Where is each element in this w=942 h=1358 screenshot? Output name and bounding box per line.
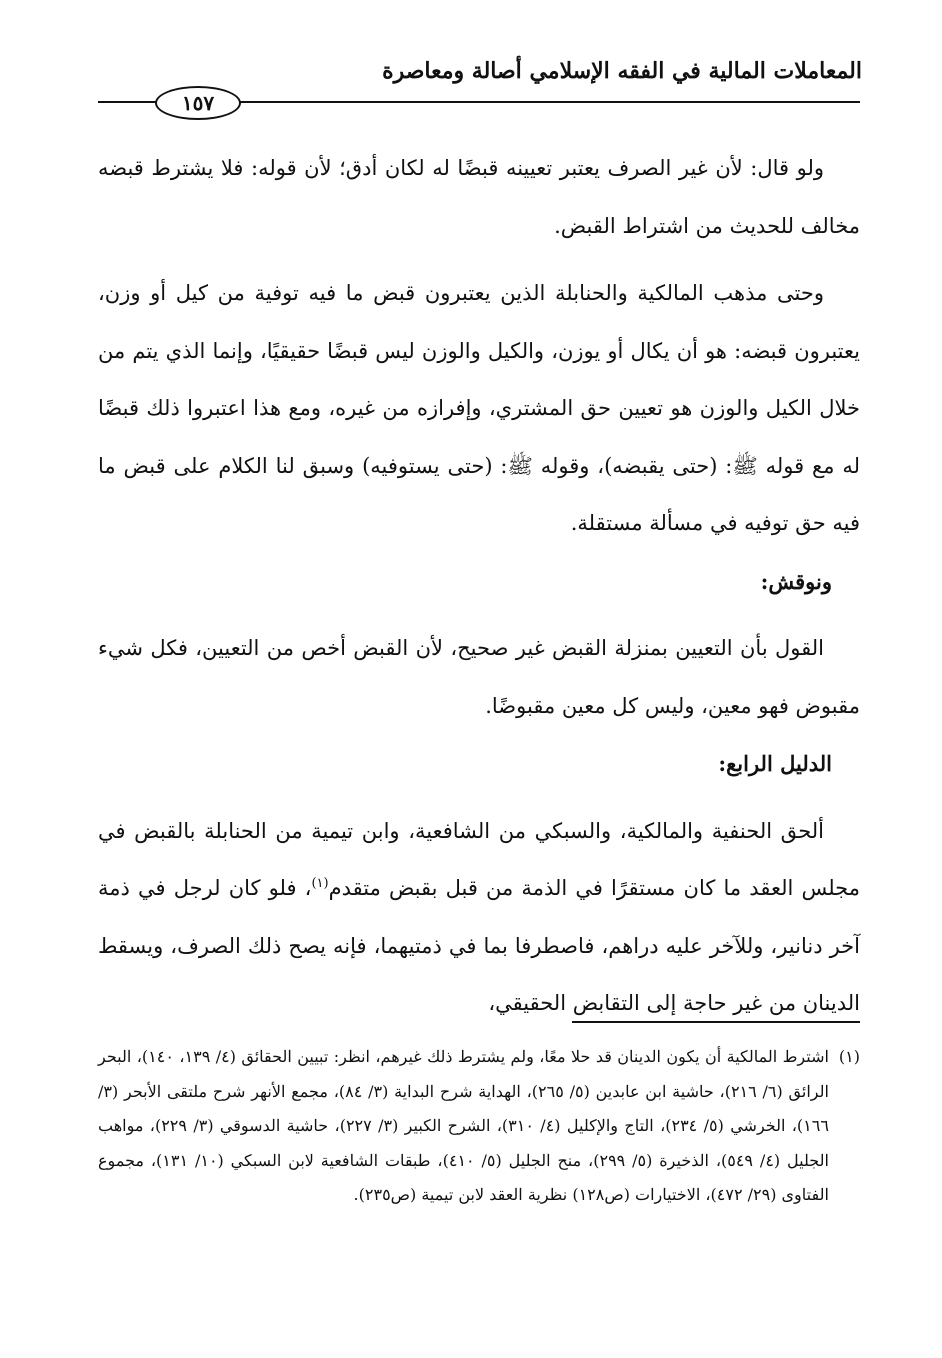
footnote-separator: [572, 1021, 860, 1023]
paragraph: القول بأن التعيين بمنزلة القبض غير صحيح، لأن القبض أخص من التعيين، فكل شيء مقبوض فهو معين، وليس كل معين مقبوضًا.: [98, 636, 860, 718]
paragraph: وحتى مذهب المالكية والحنابلة الذين يعتبرون قبض ما فيه توفية من كيل أو وزن، يعتبرون قبضه: هو أن يكال أو يوزن، والكيل والوزن ليس قبضًا حقيقيًا، وإنما الذي يتم من خلال الكيل والوزن هو تعيين حق المشتري، وإفرازه من غيره، ومع هذا اعتبروا ذلك قبضًا له مع قوله ﷺ: (حتى يقبضه)، وقوله ﷺ: (حتى يستوفيه) وسبق لنا الكلام على قبض ما فيه حق توفيه في مسألة مستقلة.: [98, 281, 860, 535]
page-number-badge: ١٥٧: [155, 86, 241, 120]
paragraph-text: ، فلو كان لرجل في ذمة آخر دنانير، وللآخر عليه دراهم، فاصطرفا بما في ذمتيهما، فإنه يصح ذلك الصرف، ويسقط الدينان من غير حاجة إلى التقابض الحقيقي،: [98, 876, 860, 1015]
paragraph: ولو قال: لأن غير الصرف يعتبر تعيينه قبضًا له لكان أدق؛ لأن قوله: فلا يشترط قبضه مخالف للحديث من اشتراط القبض.: [98, 156, 860, 238]
footnote-number: (١): [838, 1047, 860, 1066]
section-heading: الدليل الرابع:: [718, 751, 832, 776]
running-title: المعاملات المالية في الفقه الإسلامي أصالة ومعاصرة: [382, 58, 862, 84]
main-text: [98, 140, 860, 1033]
paragraph-text: ألحق الحنفية والمالكية، والسبكي من الشافعية، وابن تيمية من الحنابلة بالقبض في مجلس العقد ما كان مستقرًا في الذمة من قبل بقبض متقدم: [98, 818, 860, 900]
paragraph: [98, 803, 860, 1033]
footnote-reference[interactable]: (١): [311, 876, 329, 891]
footnote-text: اشترط المالكية أن يكون الدينان قد حلا معًا، ولم يشترط ذلك غيرهم، انظر: تبيين الحقائق (٤/ ١٣٩، ١٤٠)، البحر الرائق (٦/ ٢١٦)، حاشية ابن عابدين (٥/ ٢٦٥)، الهداية شرح البداية (٣/ ٨٤)، مجمع الأنهر شرح ملتقى الأبحر (٣/ ١٦٦)، الخرشي (٥/ ٢٣٤)، التاج والإكليل (٤/ ٣١٠)، الشرح الكبير (٣/ ٢٢٧)، حاشية الدسوقي (٣/ ٢٢٩)، مواهب الجليل (٤/ ٥٤٩)، الذخيرة (٥/ ٢٩٩)، منح الجليل (٥/ ٤١٠)، طبقات الشافعية لابن السبكي (١٠/ ١٣١)، مجموع الفتاوى (٢٩/ ٤٧٢)، الاختيارات (ص١٢٨) نظرية العقد لابن تيمية (ص٢٣٥).: [98, 1047, 829, 1204]
footnote: [98, 1040, 860, 1213]
section-heading: ونوقش:: [760, 568, 832, 594]
